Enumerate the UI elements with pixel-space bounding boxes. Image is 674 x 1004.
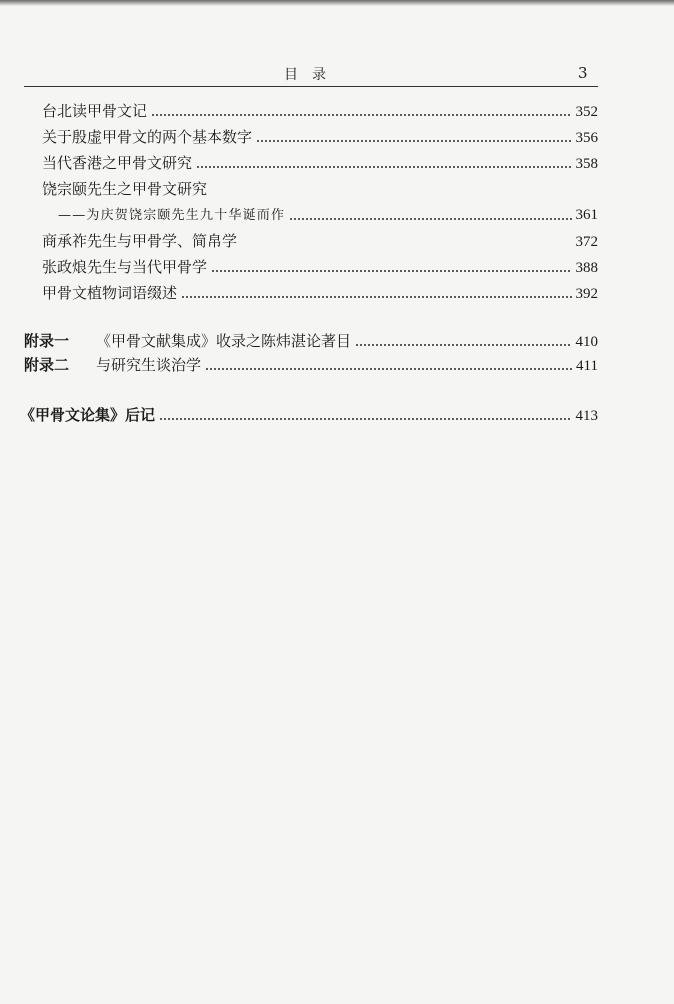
toc-entry[interactable]: [42, 100, 598, 122]
toc-entry[interactable]: [42, 178, 598, 200]
toc-leader-dots: [205, 368, 572, 370]
toc-entry-title: 饶宗颐先生之甲骨文研究: [42, 180, 208, 198]
toc-entry-page: 372: [575, 234, 598, 250]
toc-entry-page: 361: [575, 207, 598, 223]
toc-entry-title: 《甲骨文献集成》收录之陈炜湛论著目: [96, 332, 352, 350]
toc-entry-title: 商承祚先生与甲骨学、简帛学: [42, 232, 238, 250]
toc-entry-page: 388: [575, 260, 598, 276]
toc-entry-title: 张政烺先生与当代甲骨学: [42, 258, 208, 276]
toc-appendix-entry[interactable]: [24, 354, 598, 376]
toc-entry-page: 356: [575, 130, 598, 146]
toc-leader-dots: [196, 166, 571, 168]
toc-leader-dots: [241, 244, 571, 246]
toc-entry[interactable]: [42, 230, 598, 252]
toc-entry-title: 甲骨文植物词语缀述: [42, 284, 178, 302]
toc-entry-title: 与研究生谈治学: [96, 356, 202, 374]
appendix-label: 附录二: [24, 356, 70, 374]
toc-entry-page: 411: [576, 358, 598, 374]
toc-leader-dots: [159, 418, 571, 420]
toc-entry[interactable]: [42, 152, 598, 174]
toc-leader-dots: [151, 114, 571, 116]
toc-entry-page: 352: [575, 104, 598, 120]
toc-entry-page: 392: [575, 286, 598, 302]
running-header-page-number: 3: [578, 64, 588, 82]
toc-entry-page: 413: [575, 408, 598, 424]
toc-entry-title: 关于殷虚甲骨文的两个基本数字: [42, 128, 253, 146]
header-rule: [24, 86, 598, 87]
toc-leader-dots: [181, 296, 571, 298]
appendix-label: 附录一: [24, 332, 70, 350]
toc-entry[interactable]: [42, 282, 598, 304]
toc-appendix-entry[interactable]: [24, 330, 598, 352]
toc-postscript-entry[interactable]: [20, 404, 598, 426]
toc-entry[interactable]: [42, 256, 598, 278]
toc-entry-subtitle[interactable]: [58, 204, 598, 226]
page-top-edge: [0, 0, 674, 6]
toc-entry-page: 358: [575, 156, 598, 172]
toc-entry-title: 《甲骨文论集》后记: [20, 406, 156, 424]
toc-entry-title: 当代香港之甲骨文研究: [42, 154, 193, 172]
toc-leader-dots: [256, 140, 571, 142]
toc-entry-page: 410: [575, 334, 598, 350]
toc-leader-dots: [211, 270, 571, 272]
toc-leader-dots: [289, 218, 571, 220]
toc-leader-dots: [355, 344, 571, 346]
running-header-title: 目录: [284, 67, 340, 83]
toc-entry-title: 台北读甲骨文记: [42, 102, 148, 120]
toc-entry[interactable]: [42, 126, 598, 148]
toc-entry-title: ——为庆贺饶宗颐先生九十华诞而作: [58, 208, 286, 223]
